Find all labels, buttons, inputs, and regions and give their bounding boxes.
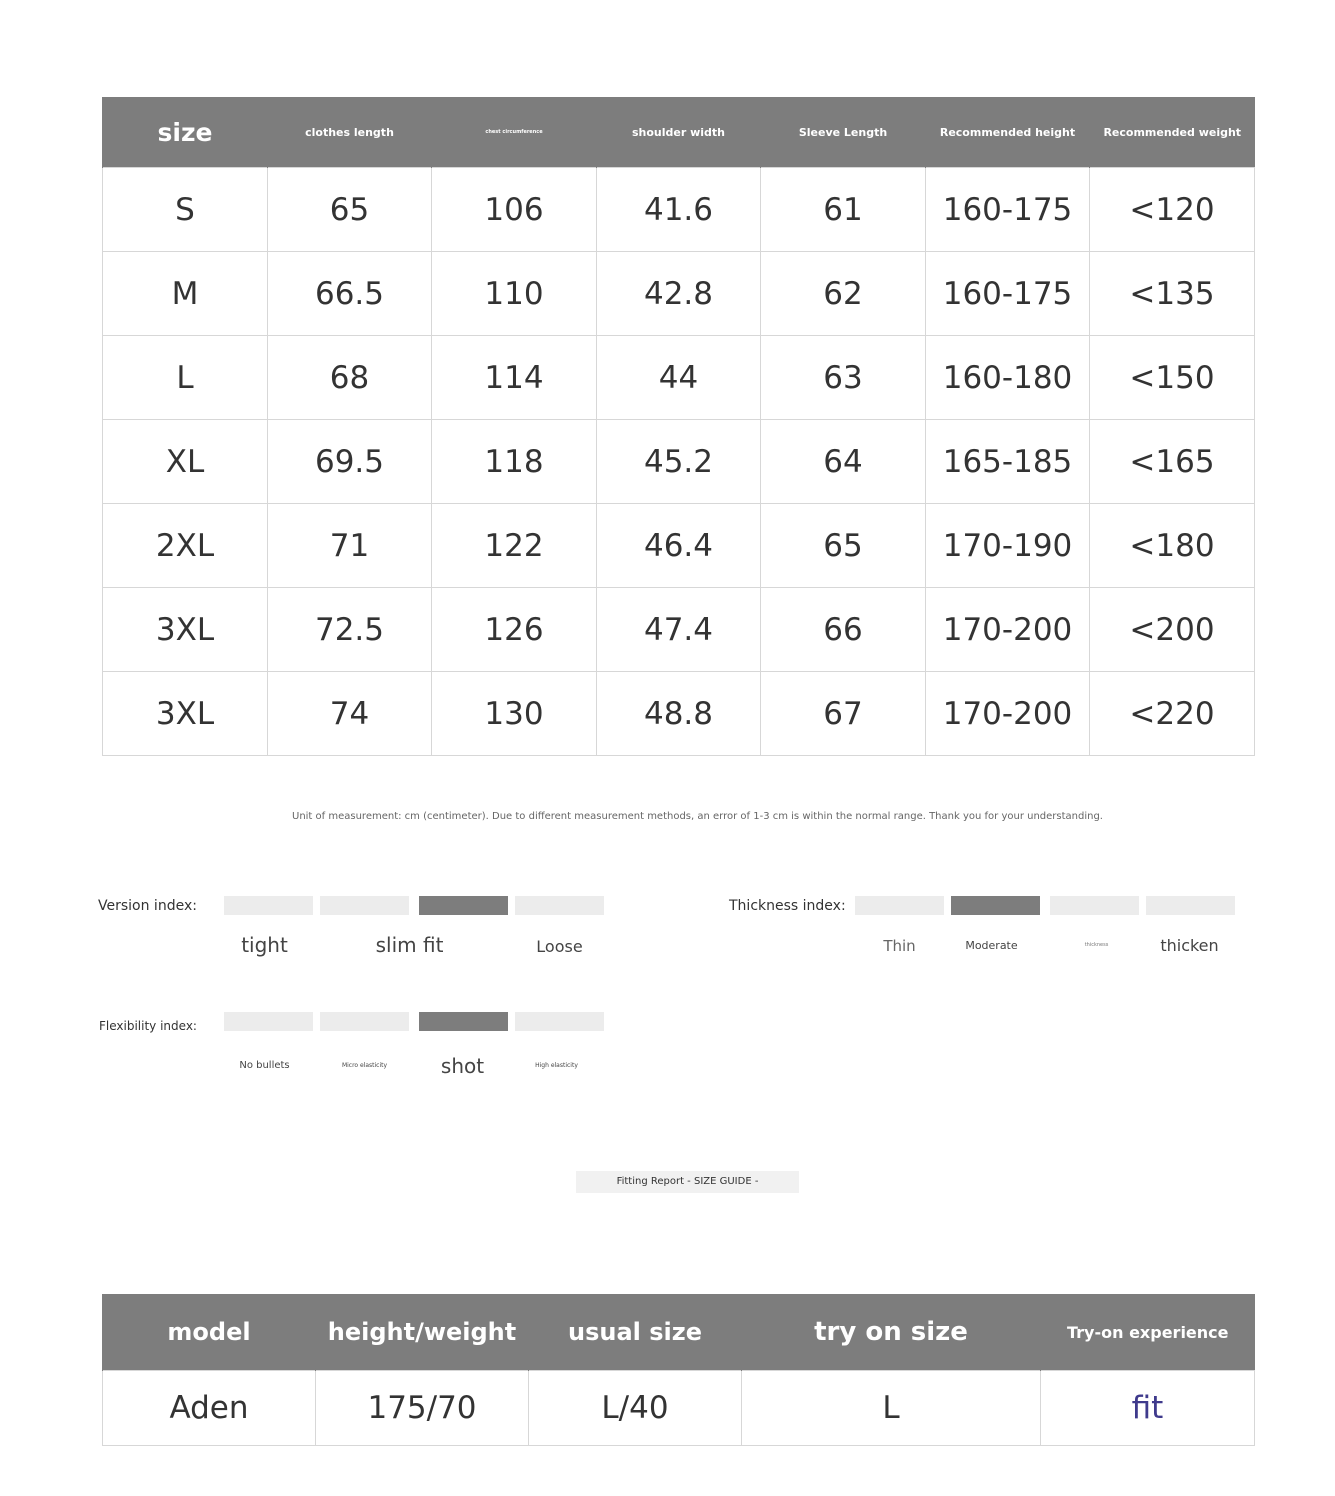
cell-size: 3XL [103,672,268,756]
thickness-option-thin: Thin [883,937,916,955]
cell-try-on-size: L [742,1371,1041,1446]
size-chart-header-row [103,97,1255,168]
cell-shoulder: 47.4 [597,588,761,672]
cell-size: XL [103,420,268,504]
cell-shoulder: 42.8 [597,252,761,336]
cell-clothes-length: 74 [268,672,432,756]
cell-sleeve: 66 [761,588,926,672]
thickness-option-thickness: thickness [1084,942,1109,948]
cell-weight: <120 [1090,168,1255,252]
cell-chest: 122 [432,504,597,588]
cell-shoulder: 46.4 [597,504,761,588]
version-segment-2 [320,896,409,915]
flexibility-segment-2 [320,1012,409,1031]
cell-sleeve: 63 [761,336,926,420]
cell-chest: 110 [432,252,597,336]
table-row [103,420,1255,504]
header-recommended-height: Recommended height [926,97,1090,168]
version-option-tight: tight [241,933,288,957]
cell-height: 170-200 [926,672,1090,756]
cell-clothes-length: 69.5 [268,420,432,504]
cell-clothes-length: 71 [268,504,432,588]
header-size: size [103,97,268,168]
flexibility-index-label: Flexibility index: [99,1019,197,1033]
header-usual-size: usual size [529,1294,742,1371]
cell-height: 160-180 [926,336,1090,420]
cell-sleeve: 65 [761,504,926,588]
cell-weight: <165 [1090,420,1255,504]
thickness-segment-2-selected [951,896,1040,915]
cell-clothes-length: 65 [268,168,432,252]
cell-sleeve: 61 [761,168,926,252]
cell-shoulder: 45.2 [597,420,761,504]
thickness-index-label: Thickness index: [729,898,846,914]
cell-size: 3XL [103,588,268,672]
header-recommended-weight: Recommended weight [1090,97,1255,168]
size-chart-table [102,97,1255,756]
thickness-segment-4 [1146,896,1235,915]
thickness-option-thicken: thicken [1160,936,1219,955]
table-row [103,336,1255,420]
fitting-report-title: Fitting Report - SIZE GUIDE - [576,1171,799,1193]
header-model: model [103,1294,316,1371]
cell-height: 160-175 [926,252,1090,336]
cell-size: M [103,252,268,336]
header-height-weight: height/weight [316,1294,529,1371]
flexibility-segment-4 [515,1012,604,1031]
header-sleeve-length: Sleeve Length [761,97,926,168]
header-try-on-experience: Try-on experience [1041,1294,1255,1371]
table-row [103,168,1255,252]
fitting-report-table [102,1294,1255,1446]
cell-weight: <150 [1090,336,1255,420]
thickness-segment-3 [1050,896,1139,915]
version-option-slim-fit: slim fit [375,933,444,957]
cell-clothes-length: 72.5 [268,588,432,672]
cell-height: 170-190 [926,504,1090,588]
cell-usual-size: L/40 [529,1371,742,1446]
cell-size: S [103,168,268,252]
table-row [103,672,1255,756]
flexibility-option-micro-elasticity: Micro elasticity [341,1062,388,1069]
thickness-option-moderate: Moderate [965,939,1018,952]
cell-sleeve: 62 [761,252,926,336]
cell-height-weight: 175/70 [316,1371,529,1446]
cell-size: L [103,336,268,420]
cell-weight: <180 [1090,504,1255,588]
flexibility-option-high-elasticity: High elasticity [535,1062,578,1069]
version-segment-4 [515,896,604,915]
cell-weight: <135 [1090,252,1255,336]
cell-weight: <200 [1090,588,1255,672]
version-option-loose: Loose [536,937,583,956]
table-row [103,504,1255,588]
cell-shoulder: 41.6 [597,168,761,252]
cell-chest: 130 [432,672,597,756]
cell-size: 2XL [103,504,268,588]
header-try-on-size: try on size [742,1294,1041,1371]
cell-height: 165-185 [926,420,1090,504]
cell-try-on-experience: fit [1041,1371,1255,1446]
header-chest-circumference: chest circumference [432,97,597,168]
version-segment-1 [224,896,313,915]
header-clothes-length: clothes length [268,97,432,168]
fitting-header-row [103,1294,1255,1371]
cell-height: 160-175 [926,168,1090,252]
table-row [103,588,1255,672]
table-row [103,1371,1255,1446]
cell-chest: 106 [432,168,597,252]
cell-shoulder: 44 [597,336,761,420]
version-index-label: Version index: [98,898,197,914]
flexibility-option-no-bullets: No bullets [239,1060,290,1071]
cell-chest: 126 [432,588,597,672]
cell-clothes-length: 68 [268,336,432,420]
flexibility-option-shot: shot [440,1054,485,1078]
measurement-note: Unit of measurement: cm (centimeter). Due to different measurement methods, an error of 1-3 cm is within the normal range. Thank you for your understanding. [292,811,1103,822]
version-segment-3-selected [419,896,508,915]
cell-clothes-length: 66.5 [268,252,432,336]
cell-weight: <220 [1090,672,1255,756]
cell-height: 170-200 [926,588,1090,672]
cell-sleeve: 67 [761,672,926,756]
header-shoulder-width: shoulder width [597,97,761,168]
cell-shoulder: 48.8 [597,672,761,756]
table-row [103,252,1255,336]
thickness-segment-1 [855,896,944,915]
cell-chest: 118 [432,420,597,504]
cell-sleeve: 64 [761,420,926,504]
flexibility-segment-3-selected [419,1012,508,1031]
flexibility-segment-1 [224,1012,313,1031]
cell-chest: 114 [432,336,597,420]
cell-model-name: Aden [103,1371,316,1446]
